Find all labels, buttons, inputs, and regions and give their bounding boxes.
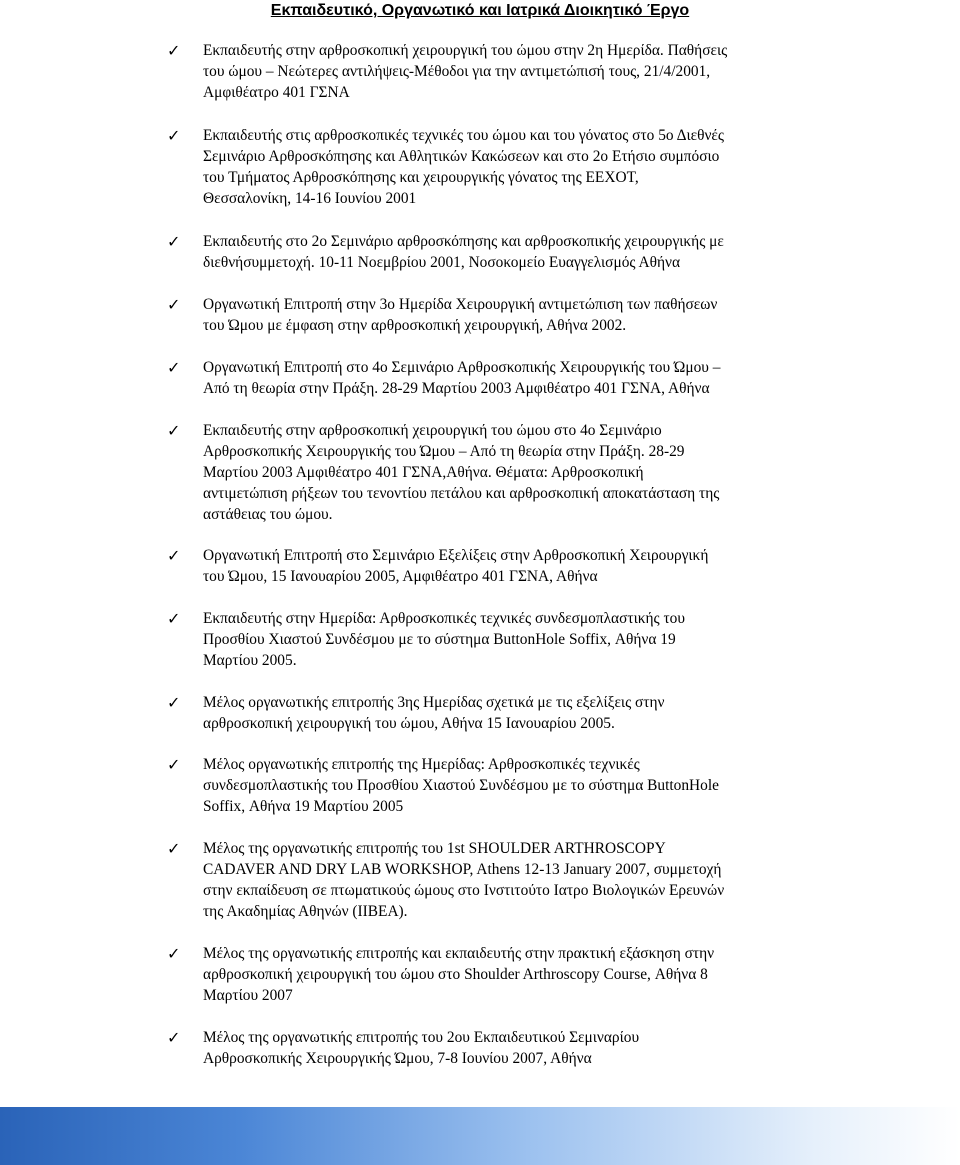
checkmark-icon: ✓ — [167, 839, 181, 858]
list-item — [167, 838, 807, 922]
list-item-text: Μέλος της οργανωτικής επιτροπής και εκπαιδευτής στην πρακτική εξάσκηση στην αρθροσκοπική χειρουργική του ώμου στο Shoulder Arthroscopy Course, Αθήνα 8 Μαρτίου 2007 — [203, 945, 715, 1004]
page-title: Εκπαιδευτικό, Οργανωτικό και Ιατρικά Διοικητικό Έργο — [270, 2, 690, 19]
checkmark-icon: ✓ — [167, 693, 181, 712]
list-item — [167, 754, 807, 817]
checkmark-icon: ✓ — [167, 944, 181, 963]
list-item-text: Εκπαιδευτής στην Ημερίδα: Αρθροσκοπικές τεχνικές συνδεσμοπλαστικής του Προσθίου Χιαστού Συνδέσμου με το σύστημα ButtonHole Soffix, Αθήνα 19 Μαρτίου 2005. — [203, 610, 685, 669]
checkmark-icon: ✓ — [167, 41, 181, 60]
list-item — [167, 125, 807, 209]
list-item — [167, 692, 807, 734]
checkmark-icon: ✓ — [167, 755, 181, 774]
checkmark-icon: ✓ — [167, 295, 181, 314]
checkmark-icon: ✓ — [167, 232, 181, 251]
list-item-text: Εκπαιδευτής στην αρθροσκοπική χειρουργική του ώμου στην 2η Ημερίδα. Παθήσεις του ώμου – Νεώτερες αντιλήψεις-Μέθοδοι για την αντιμετώπισή τους, 21/4/2001, Αμφιθέατρο 401 ΓΣΝΑ — [203, 42, 728, 101]
list-item-text: Οργανωτική Επιτροπή στην 3ο Ημερίδα Χειρουργική αντιμετώπιση των παθήσεων του Ώμου με έμφαση στην αρθροσκοπική χειρουργική, Αθήνα 2002. — [203, 296, 718, 334]
list-item — [167, 545, 807, 587]
list-item-text: Εκπαιδευτής στο 2ο Σεμινάριο αρθροσκόπησης και αρθροσκοπικής χειρουργικής με διεθνήσυμμετοχή. 10-11 Νοεμβρίου 2001, Νοσοκομείο Ευαγγελισμός Αθήνα — [203, 233, 724, 271]
list-item-text: Οργανωτική Επιτροπή στο 4ο Σεμινάριο Αρθροσκοπικής Χειρουργικής του Ώμου – Από τη θεωρία στην Πράξη. 28-29 Μαρτίου 2003 Αμφιθέατρο 401 ΓΣΝΑ, Αθήνα — [203, 359, 721, 397]
footer-banner — [0, 1107, 960, 1165]
list-item — [167, 40, 807, 103]
list-item-text: Μέλος της οργανωτικής επιτροπής του 1st SHOULDER ARTHROSCOPY CADAVER AND DRY LAB WORKSHOP, Athens 12-13 January 2007, συμμετοχή στην εκπαίδευση σε πτωματικούς ώμους στο Ινστιτούτο Ιατρο Βιολογικών Ερευνών της Ακαδημίας Αθηνών (ΙΙΒΕΑ). — [203, 840, 725, 920]
list-item-text: Εκπαιδευτής στις αρθροσκοπικές τεχνικές του ώμου και του γόνατος στο 5ο Διεθνές Σεμινάριο Αρθροσκόπησης και Αθλητικών Κακώσεων και στο 2ο Ετήσιο συμπόσιο του Τμήματος Αρθροσκόπησης και χειρουργικής γόνατος της ΕΕΧΟΤ, Θεσσαλονίκη, 14-16 Ιουνίου 2001 — [203, 127, 724, 207]
checkmark-icon: ✓ — [167, 421, 181, 440]
list-item-text: Οργανωτική Επιτροπή στο Σεμινάριο Εξελίξεις στην Αρθροσκοπική Χειρουργική του Ώμου, 15 Ιανουαρίου 2005, Αμφιθέατρο 401 ΓΣΝΑ, Αθήνα — [203, 547, 709, 585]
list-item — [167, 608, 807, 671]
checkmark-icon: ✓ — [167, 358, 181, 377]
checkmark-icon: ✓ — [167, 1028, 181, 1047]
list-item — [167, 294, 807, 336]
list-item-text: Μέλος της οργανωτικής επιτροπής του 2ου Εκπαιδευτικού Σεμιναρίου Αρθροσκοπικής Χειρουργικής Ώμου, 7-8 Ιουνίου 2007, Αθήνα — [203, 1029, 640, 1067]
checkmark-icon: ✓ — [167, 126, 181, 145]
list-item-text: Εκπαιδευτής στην αρθροσκοπική χειρουργική του ώμου στο 4ο Σεμινάριο Αρθροσκοπικής Χειρουργικής του Ώμου – Από τη θεωρία στην Πράξη. 28-29 Μαρτίου 2003 Αμφιθέατρο 401 ΓΣΝΑ,Αθήνα. Θέματα: Αρθροσκοπική αντιμετώπιση ρήξεων του τενοντίου πετάλου και αρθροσκοπική αποκατάσταση της αστάθειας του ώμου. — [203, 422, 720, 523]
list-item-text: Μέλος οργανωτικής επιτροπής 3ης Ημερίδας σχετικά με τις εξελίξεις στην αρθροσκοπική χειρουργική του ώμου, Αθήνα 15 Ιανουαρίου 2005. — [203, 694, 665, 732]
checkmark-icon: ✓ — [167, 546, 181, 565]
list-item — [167, 231, 807, 273]
list-item — [167, 357, 807, 399]
list-item — [167, 1027, 807, 1069]
list-item — [167, 943, 807, 1006]
list-item-text: Μέλος οργανωτικής επιτροπής της Ημερίδας: Αρθροσκοπικές τεχνικές συνδεσμοπλαστικής του Προσθίου Χιαστού Συνδέσμου με το σύστημα ButtonHole Soffix, Αθήνα 19 Μαρτίου 2005 — [203, 756, 719, 815]
checkmark-icon: ✓ — [167, 609, 181, 628]
list-item — [167, 420, 807, 525]
